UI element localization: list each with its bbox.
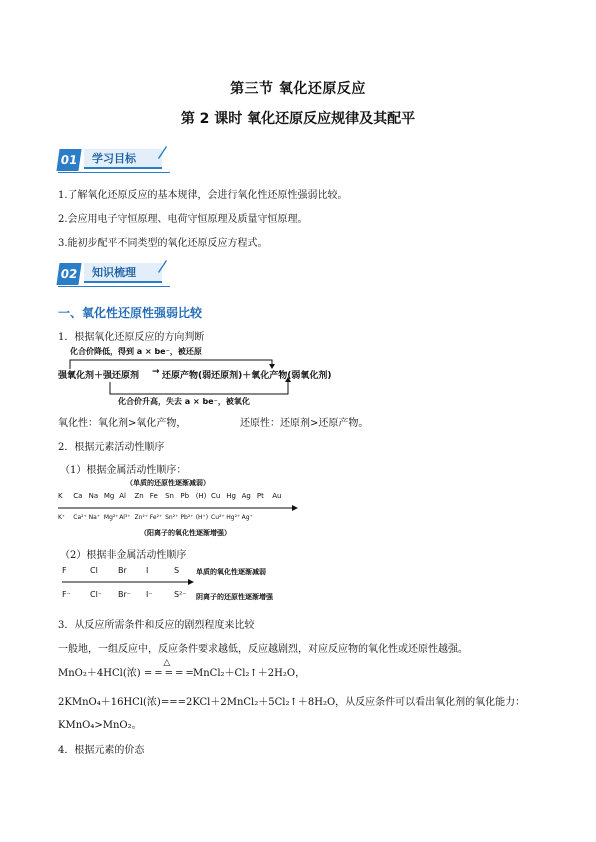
metal-activity-series	[58, 478, 298, 540]
subitem-heading: 3．从反应所需条件和反应的剧烈程度来比较	[58, 620, 255, 631]
metal-ion: Fe²⁺	[149, 514, 163, 521]
metal-series-axis	[58, 504, 298, 512]
metal-ion: Zn²⁺	[134, 514, 148, 521]
products: 还原产物(弱还原剂)＋氧化产物(弱氧化剂)	[162, 371, 332, 381]
metal-element: Ca	[73, 492, 83, 500]
metal-ion: Pb²⁺	[180, 514, 194, 521]
subitem-heading: 4．根据元素的价态	[58, 745, 145, 756]
page-subtitle: 第 2 课时 氧化还原反应规律及其配平	[180, 111, 416, 127]
paragraph: 一般地，一组反应中，反应条件要求越低，反应越剧烈，对应反应物的氧化性或还原性越强。	[58, 644, 468, 655]
metal-element: Al	[119, 492, 126, 500]
subitem-heading: （1）根据金属活动性顺序：	[60, 465, 187, 476]
metal-element-row	[58, 492, 298, 502]
metal-ion: Mg²⁺	[103, 514, 119, 521]
metal-element: Mg	[103, 492, 115, 500]
metal-element: K	[58, 492, 63, 500]
section-banner-goals	[58, 148, 170, 174]
metal-ion: Cu²⁺	[211, 514, 225, 521]
nonmetal-top-note: 单质的氧化性逐渐减弱	[196, 568, 266, 576]
nonmetal-element: S	[174, 566, 180, 575]
reaction-arrow: →	[152, 367, 160, 377]
section-underline	[58, 286, 170, 287]
metal-element: Hg	[226, 492, 237, 500]
nonmetal-ion: S²⁻	[174, 590, 187, 599]
goal-item: 2.会应用电子守恒原理、电荷守恒原理及质量守恒原理。	[58, 214, 308, 225]
nonmetal-element: Br	[118, 566, 127, 575]
nonmetal-ion: I⁻	[146, 590, 153, 599]
goal-item: 3.能初步配平不同类型的氧化还原反应方程式。	[58, 238, 268, 249]
metal-top-note: （单质的还原性逐渐减弱）	[126, 479, 210, 487]
bottom-label: 化合价升高，失去 a × be⁻，被氧化	[118, 397, 250, 406]
metal-ion: Sn²⁺	[165, 514, 179, 521]
section-label: 知识梳理	[84, 263, 162, 283]
heat-symbol: △	[163, 658, 171, 668]
section-underline	[58, 172, 170, 173]
nonmetal-element: F	[62, 566, 67, 575]
nonmetal-element-row	[62, 566, 192, 576]
nonmetal-activity-series	[62, 566, 312, 606]
eq1-reactants: MnO₂＋4HCl(浓)	[58, 668, 141, 679]
eq1-condition-arrow: △ =====	[143, 658, 196, 679]
oxidizing-comparison: 氧化性：氧化剂>氧化产物，	[58, 418, 187, 429]
nonmetal-ion: Br⁻	[118, 590, 131, 599]
subitem-heading: （2）根据非金属活动性顺序	[60, 550, 187, 561]
reducing-comparison: 还原性：还原剂>还原产物。	[240, 418, 369, 429]
nonmetal-ion-row	[62, 590, 192, 600]
section-number: 02	[56, 263, 81, 285]
top-label: 化合价降低，得到 a × be⁻，被还原	[70, 347, 202, 356]
pen-icon	[156, 259, 168, 273]
nonmetal-element: I	[146, 566, 149, 575]
metal-ion: Ag⁺	[241, 514, 253, 521]
section-label: 学习目标	[84, 149, 162, 169]
nonmetal-series-axis	[62, 578, 194, 586]
reactants: 强氧化剂＋强还原剂	[58, 371, 140, 381]
equation-1	[58, 658, 306, 679]
redox-diagram	[58, 344, 338, 408]
nonmetal-ion: F⁻	[62, 590, 71, 599]
conclusion: KMnO₄>MnO₂。	[58, 720, 142, 731]
metal-element: Zn	[134, 492, 144, 500]
metal-ion: Hg²⁺	[226, 514, 241, 521]
metal-element: Pb	[180, 492, 190, 500]
nonmetal-ion: Cl⁻	[90, 590, 103, 599]
metal-bottom-note: （阳离子的氧化性逐渐增强）	[140, 529, 231, 537]
page-title: 第三节 氧化还原反应	[230, 81, 366, 97]
part-heading: 一、氧化性还原性强弱比较	[58, 306, 203, 320]
goal-item: 1.了解氧化还原反应的基本规律，会进行氧化性还原性强弱比较。	[58, 190, 348, 201]
nonmetal-element: Cl	[90, 566, 98, 575]
metal-element: Pt	[256, 492, 264, 500]
metal-element: (H)	[195, 492, 207, 500]
metal-ion-row	[58, 514, 298, 524]
equation-2: 2KMnO₄＋16HCl(浓)===2KCl＋2MnCl₂＋5Cl₂↑＋8H₂O，从反应条件可以看出氧化剂的氧化能力：	[58, 697, 526, 708]
pen-icon	[156, 145, 168, 159]
section-number: 01	[56, 149, 81, 171]
metal-element: Cu	[211, 492, 221, 500]
metal-element: Sn	[165, 492, 174, 500]
subitem-heading: 2．根据元素活动性顺序	[58, 442, 165, 453]
eq1-products: MnCl₂＋Cl₂↑＋2H₂O，	[193, 668, 306, 679]
metal-ion: K⁺	[58, 514, 66, 521]
metal-element: Na	[88, 492, 99, 500]
metal-ion: Al³⁺	[119, 514, 131, 521]
metal-ion: Na⁺	[88, 514, 100, 521]
metal-ion: Ca²⁺	[73, 514, 87, 521]
subitem-heading: 1．根据氧化还原反应的方向判断	[58, 332, 205, 343]
section-banner-knowledge	[58, 262, 170, 288]
metal-ion: (H⁺)	[195, 514, 209, 521]
metal-element: Fe	[149, 492, 158, 500]
metal-element: Au	[272, 492, 282, 500]
nonmetal-bottom-note: 阴离子的还原性逐渐增强	[196, 593, 273, 601]
metal-element: Ag	[241, 492, 251, 500]
